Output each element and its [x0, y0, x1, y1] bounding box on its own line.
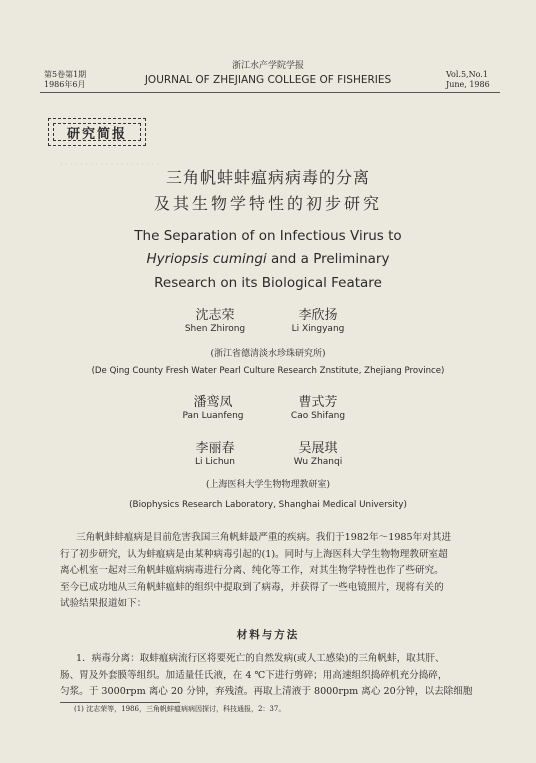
journal-en: JOURNAL OF ZHEJIANG COLLEGE OF FISHERIES	[144, 74, 392, 86]
author-cn: 曹式芳	[298, 395, 338, 410]
section-tag-box	[48, 118, 146, 146]
title-en-line-2-rest: and a Preliminary	[266, 251, 390, 267]
text-line: 匀浆。于 3000rpm 离心 20 分钟，弃残渣。再取上清液于 8000rpm 离心 20分钟，以去除细胞	[60, 686, 473, 697]
affiliation-2-en: (Biophysics Research Laboratory, Shanghai Medical University)	[129, 500, 407, 510]
title-cn-line-1: 三角帆蚌蚌瘟病病毒的分离	[165, 168, 370, 187]
author-en: Wu Zhanqi	[293, 457, 343, 467]
author-en: Li Xingyang	[291, 324, 345, 334]
title-en-line-2	[0, 251, 536, 267]
section-tag: 研究简报	[53, 123, 141, 141]
text-line: 至今已成功地从三角帆蚌瘟蚌的组织中提取到了病毒，并获得了一些电镜照片，现将有关的	[60, 581, 444, 593]
text-line: 三角帆蚌蚌瘟病是目前危害我国三角帆蚌最严重的疾病。我们于1982年～1985年对其进	[76, 532, 452, 543]
footnote-rule	[60, 702, 180, 703]
issue-right-1: Vol.5,No.1	[446, 70, 488, 79]
bleed-through-text: · · · · · · · · · · · · · · · · · · · ·	[60, 160, 160, 169]
issue-right-2: June, 1986	[446, 80, 490, 89]
title-cn-line-2: 及其生物学特性的初步研究	[153, 194, 382, 213]
issue-left-2: 1986年6月	[44, 80, 86, 89]
title-en-line-1: The Separation of on Infectious Virus to	[134, 228, 402, 244]
intro-paragraph	[60, 530, 494, 613]
text-line: 肠、胃及外套膜等组织。加适量任氏液，在 4 ℃下进行剪碎；用高速组织捣碎机充分捣碎，	[60, 669, 448, 681]
author-en: Pan Luanfeng	[182, 411, 244, 421]
issue-left-1: 第5卷第1期	[44, 70, 87, 79]
affiliation-1-en: (De Qing County Fresh Water Pearl Culture Research Znstitute, Zhejiang Province)	[91, 366, 445, 376]
author-en: Cao Shifang	[290, 411, 346, 421]
section-heading: 材料与方法	[236, 629, 300, 641]
author-cn: 潘鸾凤	[193, 395, 233, 410]
footnote: (1) 沈志荣等，1986，三角帆蚌瘟病病因探讨，科技通报，2：37。	[74, 705, 286, 713]
journal-cn: 浙江水产学院学报	[231, 61, 304, 71]
title-en-line-3: Research on its Biological Featare	[154, 275, 382, 291]
affiliation-1-cn: (浙江省德清淡水珍珠研究所)	[210, 349, 326, 359]
methods-paragraph	[60, 651, 494, 701]
text-line: 1．病毒分离：取蚌瘟病流行区将要死亡的自然发病(或人工感染)的三角帆蚌，取其肝、	[76, 653, 445, 664]
author-cn: 李丽春	[195, 441, 235, 456]
text-line: 离心机室一起对三角帆蚌瘟病病毒进行分离、纯化等工作，对其生物学特性也作了些研究。	[60, 565, 444, 576]
author-en: Shen Zhirong	[184, 324, 246, 334]
author-cn: 李欣扬	[298, 308, 338, 323]
header-rule	[40, 92, 500, 93]
text-line: 试验结果报道如下：	[60, 598, 147, 609]
author-en: Li Lichun	[195, 457, 235, 467]
author-cn: 沈志荣	[195, 308, 235, 323]
text-line: 行了初步研究，认为蚌瘟病是由某种病毒引起的(1)。同时与上海医科大学生物物理教研室超	[60, 548, 448, 560]
affiliation-2-cn: (上海医科大学生物物理教研室)	[205, 480, 331, 490]
species-name: Hyriopsis cumingi	[146, 251, 267, 267]
author-cn: 吴展琪	[298, 441, 338, 456]
